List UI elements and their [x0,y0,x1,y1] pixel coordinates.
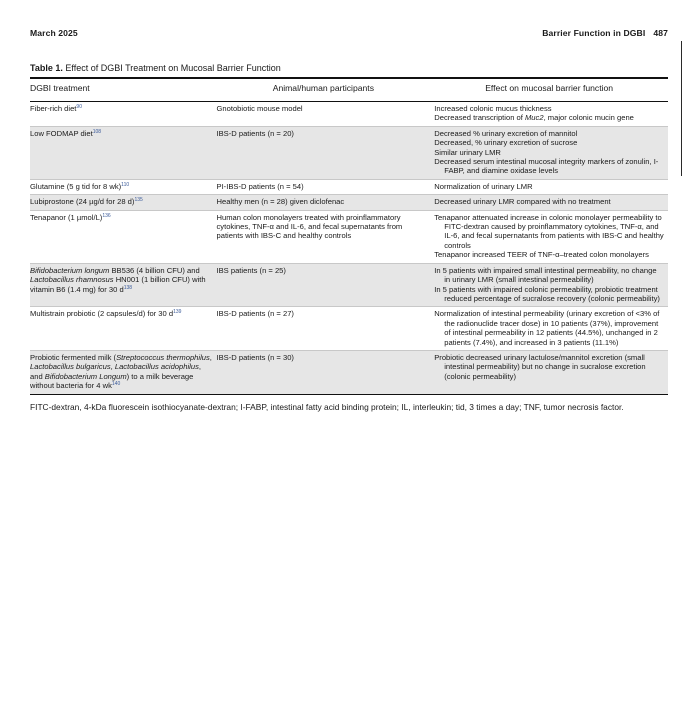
effect-cell: Probiotic decreased urinary lactulose/mannitol excretion (small intestinal permeability) but no change in sucralose excretion (colonic permeability) [434,350,668,394]
treatment-cell: Lubiprostone (24 µg/d for 28 d)$^{135}$ [30,195,217,210]
table-row [30,210,668,263]
table-footnote: FITC-dextran, 4-kDa fluorescein isothiocyanate-dextran; I-FABP, intestinal fatty acid binding protein; IL, interleukin; tid, 3 times a day; TNF, tumor necrosis factor. [30,401,624,412]
treatment-cell: Fiber-rich diet$^{90}$ [30,102,217,127]
participants-cell: IBS-D patients (n = 20) [217,126,435,179]
reference-marker[interactable]: 108 [92,128,102,135]
effect-cell: Tenapanor attenuated increase in colonic monolayer permeability to FITC-dextran caused by proinflammatory cytokines, TNF-α, and IL-6, and fecal supernatants from patients with IBS-C and healthy controls Tenapanor increased TEER of TNF-α–treated colon monolayers [434,210,668,263]
treatment-cell: Probiotic fermented milk (Streptococcus thermophilus, Lactobacillus bulgaricus, Lactobacillus acidophilus, and Bifidobacterium Longum) to a milk beverage without bacteria for 4 $wk^{140}$ [30,350,217,394]
participants-cell: Human colon monolayers treated with proinflammatory cytokines, TNF-α and IL-6, and fecal supernatants from patients with IBS-C and healthy controls [217,210,435,263]
table-row [30,307,668,351]
effect-cell: Normalization of intestinal permeability (urinary excretion of <3% of the radionuclide tracer dose) in 10 patients (37%), improvement of intestinal permeability in 12 patients (44.5%), unchanged in 2 patients (7.4%), and increased in 3 patients (11.1%) [434,307,668,351]
column-header-treatment: DGBI treatment [30,78,217,102]
participants-cell: IBS-D patients (n = 27) [217,307,435,351]
journal-page [30,28,668,413]
treatment-cell: Tenapanor (1 µmol/L)$^{136}$ [30,210,217,263]
participants-cell: IBS-D patients (n = 30) [217,350,435,394]
treatment-cell: Bifidobacterium longum BB536 (4 billion CFU) and Lactobacillus rhamnosus HN001 (1 billion CFU) with vitamin B6 (1.4 mg) for 30 $d^{138}$ [30,263,217,307]
effect-cell: Normalization of urinary LMR [434,179,668,194]
table-caption [30,63,668,76]
table-row [30,350,668,394]
effect-cell: Decreased urinary LMR compared with no treatment [434,195,668,210]
treatment-cell: Multistrain probiotic (2 capsules/d) for 30 $d^{139}$ [30,307,217,351]
reference-marker[interactable]: 138 [123,284,133,291]
column-header-effect: Effect on mucosal barrier function [434,78,668,102]
effect-cell: Increased colonic mucus thickness Decreased transcription of Muc2, major colonic mucin gene [434,102,668,127]
treatment-cell: Low FODMAP diet$^{108}$ [30,126,217,179]
issue-date: March 2025 [30,28,78,38]
reference-marker[interactable]: 90 [76,104,82,110]
table-title: Effect of DGBI Treatment on Mucosal Barrier Function [65,63,281,73]
participants-cell: IBS patients (n = 25) [217,263,435,307]
reference-marker[interactable]: 139 [173,309,182,316]
table-header-row [30,78,668,102]
barrier-function-table [30,77,668,395]
table-row [30,263,668,307]
running-head [30,28,668,42]
effect-cell: Decreased % urinary excretion of mannitol Decreased, % urinary excretion of sucrose Similar urinary LMR Decreased serum intestinal mucosal integrity markers of zonulin, I-FABP, and diamine oxidase levels [434,126,668,179]
participants-cell: PI-IBS-D patients (n = 54) [217,179,435,194]
margin-rule [681,41,682,176]
table-label: Table 1. [30,63,63,73]
participants-cell: Healthy men (n = 28) given diclofenac [217,195,435,210]
reference-marker[interactable]: 140 [111,381,121,388]
treatment-cell: Glutamine (5 g tid for 8 wk)$^{110}$ [30,179,217,194]
reference-marker[interactable]: 136 [102,212,111,219]
participants-cell: Gnotobiotic mouse model [217,102,435,127]
running-title: Barrier Function in DGBI [542,28,646,38]
running-head-right [534,28,668,42]
table-row [30,126,668,179]
table-row [30,179,668,194]
table-row [30,195,668,210]
reference-marker[interactable]: 110 [121,181,130,188]
page-number: 487 [653,28,668,38]
column-header-participants: Animal/human participants [217,78,435,102]
table-row [30,102,668,127]
reference-marker[interactable]: 135 [134,197,143,204]
effect-cell: In 5 patients with impaired small intestinal permeability, no change in urinary LMR (small intestinal permeability) In 5 patients with impaired colonic permeability, probiotic treatment reduced percentage of sucralose recovery (colonic permeability) [434,263,668,307]
